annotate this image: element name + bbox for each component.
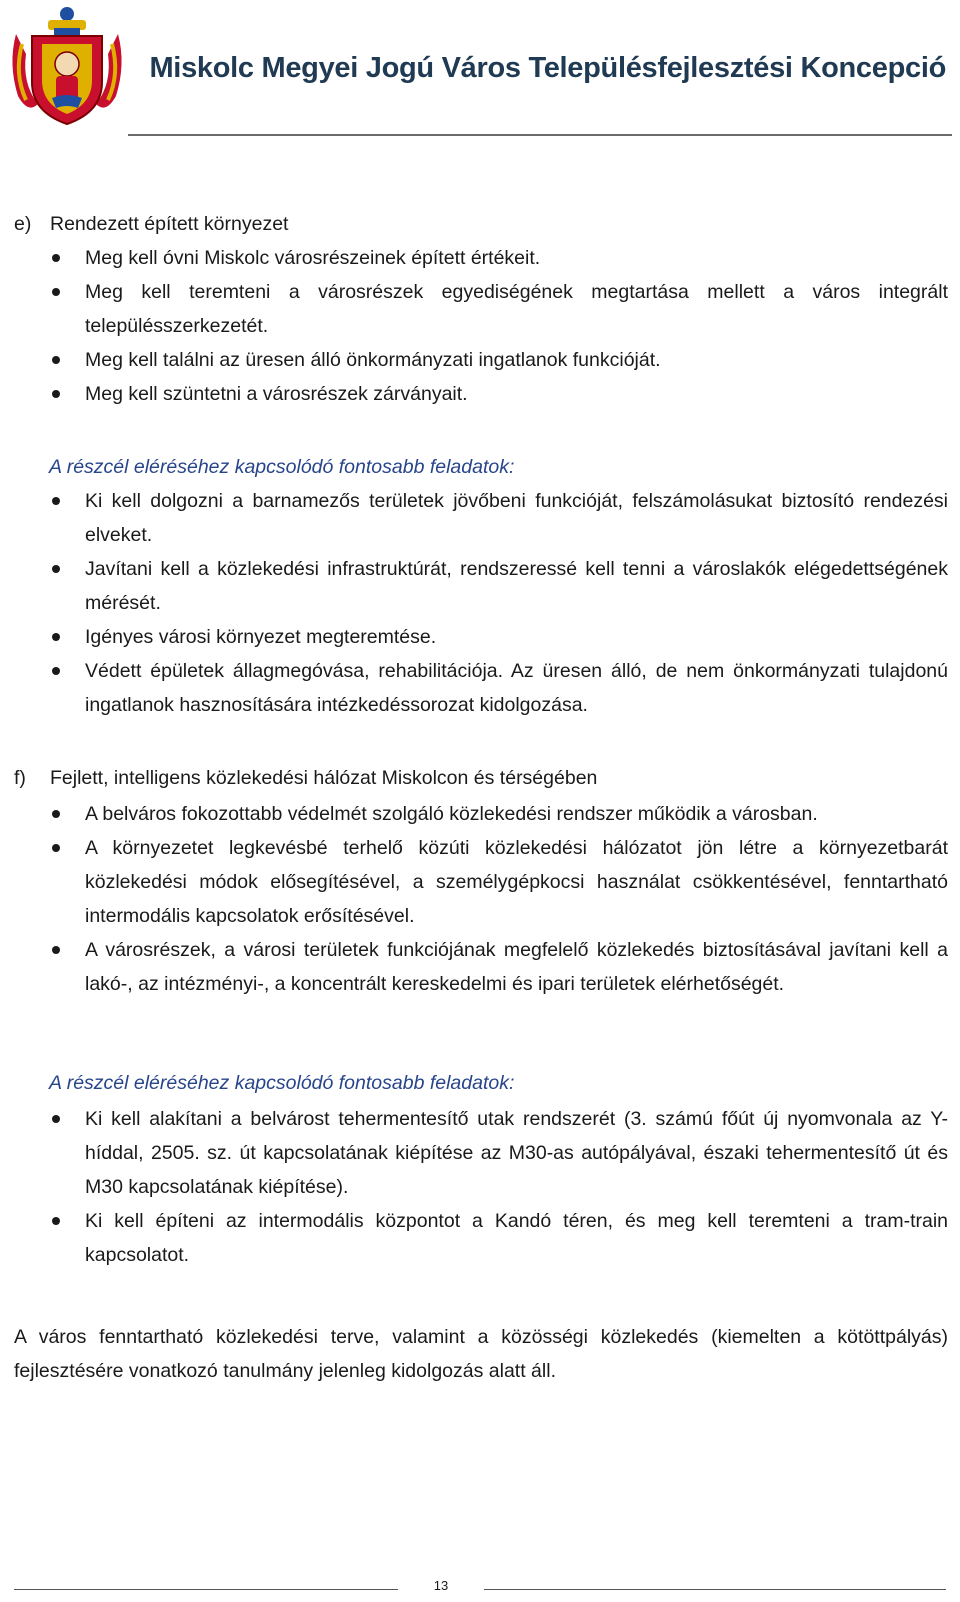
section-e-tasks [0,484,960,722]
section-f-tasks [0,1102,960,1272]
header-divider [128,134,952,136]
section-e-tasks-heading: A részcél eléréséhez kapcsolódó fontosabb feladatok: [49,456,515,478]
footer-divider-right [484,1589,946,1590]
document-title: Miskolc Megyei Jogú Város Településfejlesztési Koncepció [149,52,946,84]
page-header [0,0,960,140]
section-e-heading [14,207,288,241]
section-f-marker: f) [14,767,26,789]
footer-divider-left [14,1589,398,1590]
section-f-title: Fejlett, intelligens közlekedési hálózat Miskolcon és térségében [50,767,598,789]
list-item: Javítani kell a közlekedési infrastruktúrát, rendszeressé kell tenni a városlakók elégedettségének mérését. [0,552,960,620]
list-item: Meg kell találni az üresen álló önkormányzati ingatlanok funkcióját. [0,343,960,377]
section-f-tasks-heading: A részcél eléréséhez kapcsolódó fontosabb feladatok: [49,1072,515,1094]
list-item: Meg kell óvni Miskolc városrészeinek épített értékeit. [0,241,960,275]
list-item: Ki kell dolgozni a barnamezős területek jövőbeni funkcióját, felszámolásukat biztosító rendezési elveket. [0,484,960,552]
list-item: Meg kell teremteni a városrészek egyediségének megtartása mellett a város integrált településszerkezetét. [0,275,960,343]
section-e-title: Rendezett épített környezet [50,213,289,235]
section-e-marker: e) [14,213,32,235]
list-item: A környezetet legkevésbé terhelő közúti közlekedési hálózatot jön létre a környezetbarát közlekedési módok elősegítésével, a személygépkocsi használat csökkentésével, fenntartható intermodális kapcsolatok erősítésével. [0,831,960,933]
list-item: Igényes városi környezet megteremtése. [0,620,960,654]
page-number: 13 [433,1578,449,1593]
closing-paragraph: A város fenntartható közlekedési terve, valamint a közösségi közlekedés (kiemelten a kötöttpályás) fejlesztésére vonatkozó tanulmány jelenleg kidolgozás alatt áll. [14,1326,948,1382]
list-item: Meg kell szüntetni a városrészek zárványait. [0,377,960,411]
coat-of-arms-icon [8,4,126,128]
list-item: A belváros fokozottabb védelmét szolgáló közlekedési rendszer működik a városban. [0,797,960,831]
list-item: A városrészek, a városi területek funkciójának megfelelő közlekedés biztosításával javítani kell a lakó-, az intézményi-, a koncentrált kereskedelmi és ipari területek elérhetőségét. [0,933,960,1001]
list-item: Ki kell alakítani a belvárost tehermentesítő utak rendszerét (3. számú főút új nyomvonala az Y-híddal, 2505. sz. út kapcsolatának kiépítése az M30-as autópályával, északi tehermentesítő út és M30 kapcsolatának kiépítése). [0,1102,960,1204]
section-f-goals [0,797,960,1001]
list-item: Ki kell építeni az intermodális központot a Kandó téren, és meg kell teremteni a tram-train kapcsolatot. [0,1204,960,1272]
section-e-goals [0,241,960,411]
list-item: Védett épületek állagmegóvása, rehabilitációja. Az üresen álló, de nem önkormányzati tulajdonú ingatlanok hasznosítására intézkedéssorozat kidolgozása. [0,654,960,722]
section-f-heading [14,761,597,795]
